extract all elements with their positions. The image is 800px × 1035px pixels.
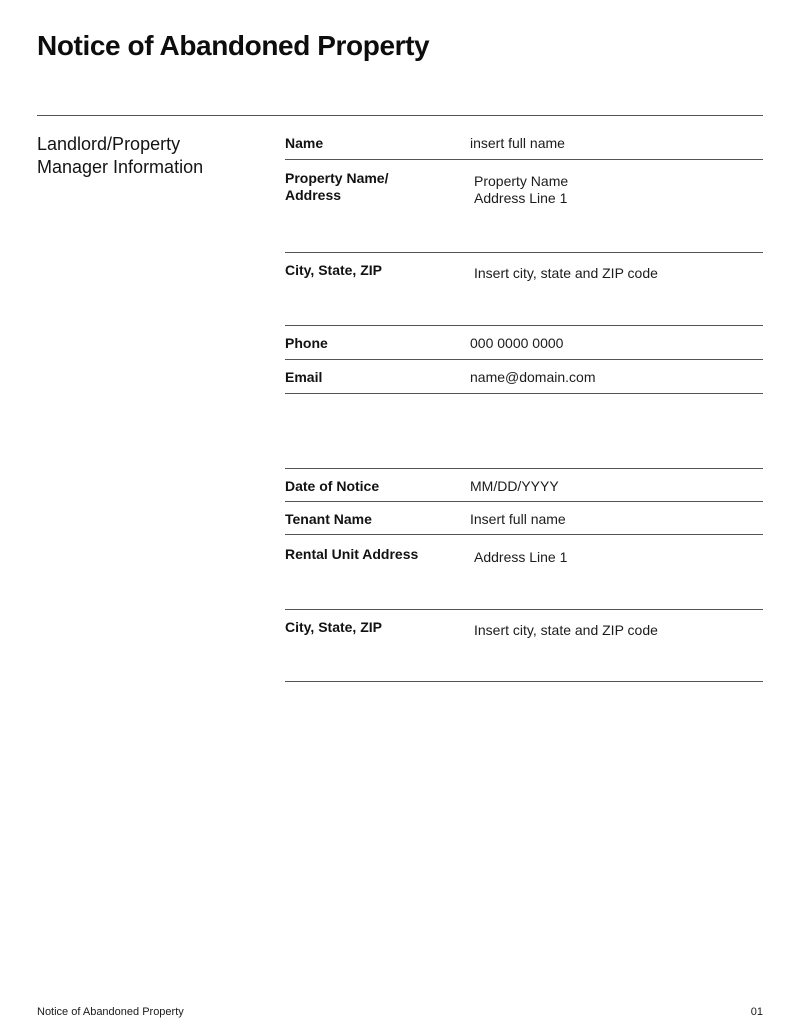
- rental-unit-address-field[interactable]: Address Line 1: [474, 549, 568, 565]
- phone-label: Phone: [285, 335, 328, 351]
- property-field-line2[interactable]: Address Line 1: [474, 190, 568, 206]
- phone-field[interactable]: 000 0000 0000: [470, 335, 564, 351]
- property-label-line1: Property Name/: [285, 170, 389, 186]
- field-row-city-state-zip: [285, 253, 763, 326]
- name-field[interactable]: insert full name: [470, 135, 565, 151]
- rental-unit-address-label: Rental Unit Address: [285, 546, 419, 562]
- field-row-property-name-address: [285, 160, 763, 253]
- city-state-zip-2-label: City, State, ZIP: [285, 619, 382, 635]
- city-state-zip-label: City, State, ZIP: [285, 262, 382, 278]
- date-of-notice-field[interactable]: MM/DD/YYYY: [470, 478, 559, 494]
- field-row-email: [285, 360, 763, 394]
- field-row-name: [285, 115, 763, 160]
- page-footer: [37, 1006, 763, 1018]
- date-of-notice-label: Date of Notice: [285, 478, 380, 494]
- field-row-date-of-notice: [285, 469, 763, 502]
- footer-page-number: 01: [750, 1006, 763, 1018]
- city-state-zip-field[interactable]: Insert city, state and ZIP code: [474, 265, 658, 281]
- property-field-line1[interactable]: Property Name: [474, 173, 569, 189]
- page-title: Notice of Abandoned Property: [37, 30, 430, 61]
- email-label: Email: [285, 369, 323, 385]
- landlord-fields-group: [285, 115, 763, 394]
- tenant-name-label: Tenant Name: [285, 511, 372, 527]
- field-row-rental-unit-address: [285, 535, 763, 610]
- field-row-phone: [285, 326, 763, 360]
- field-row-tenant-name: [285, 502, 763, 535]
- name-label: Name: [285, 135, 324, 151]
- section-heading-landlord-info: Landlord/Property Manager Information: [37, 134, 204, 177]
- notice-fields-group: [285, 468, 763, 682]
- property-name-address-field[interactable]: [474, 173, 763, 207]
- property-name-address-label: [285, 170, 470, 204]
- city-state-zip-2-field[interactable]: Insert city, state and ZIP code: [474, 622, 658, 638]
- property-label-line2: Address: [285, 187, 342, 203]
- field-row-city-state-zip-2: [285, 610, 763, 682]
- tenant-name-field[interactable]: Insert full name: [470, 511, 566, 527]
- email-field[interactable]: name@domain.com: [470, 369, 596, 385]
- footer-document-name: Notice of Abandoned Property: [37, 1006, 184, 1018]
